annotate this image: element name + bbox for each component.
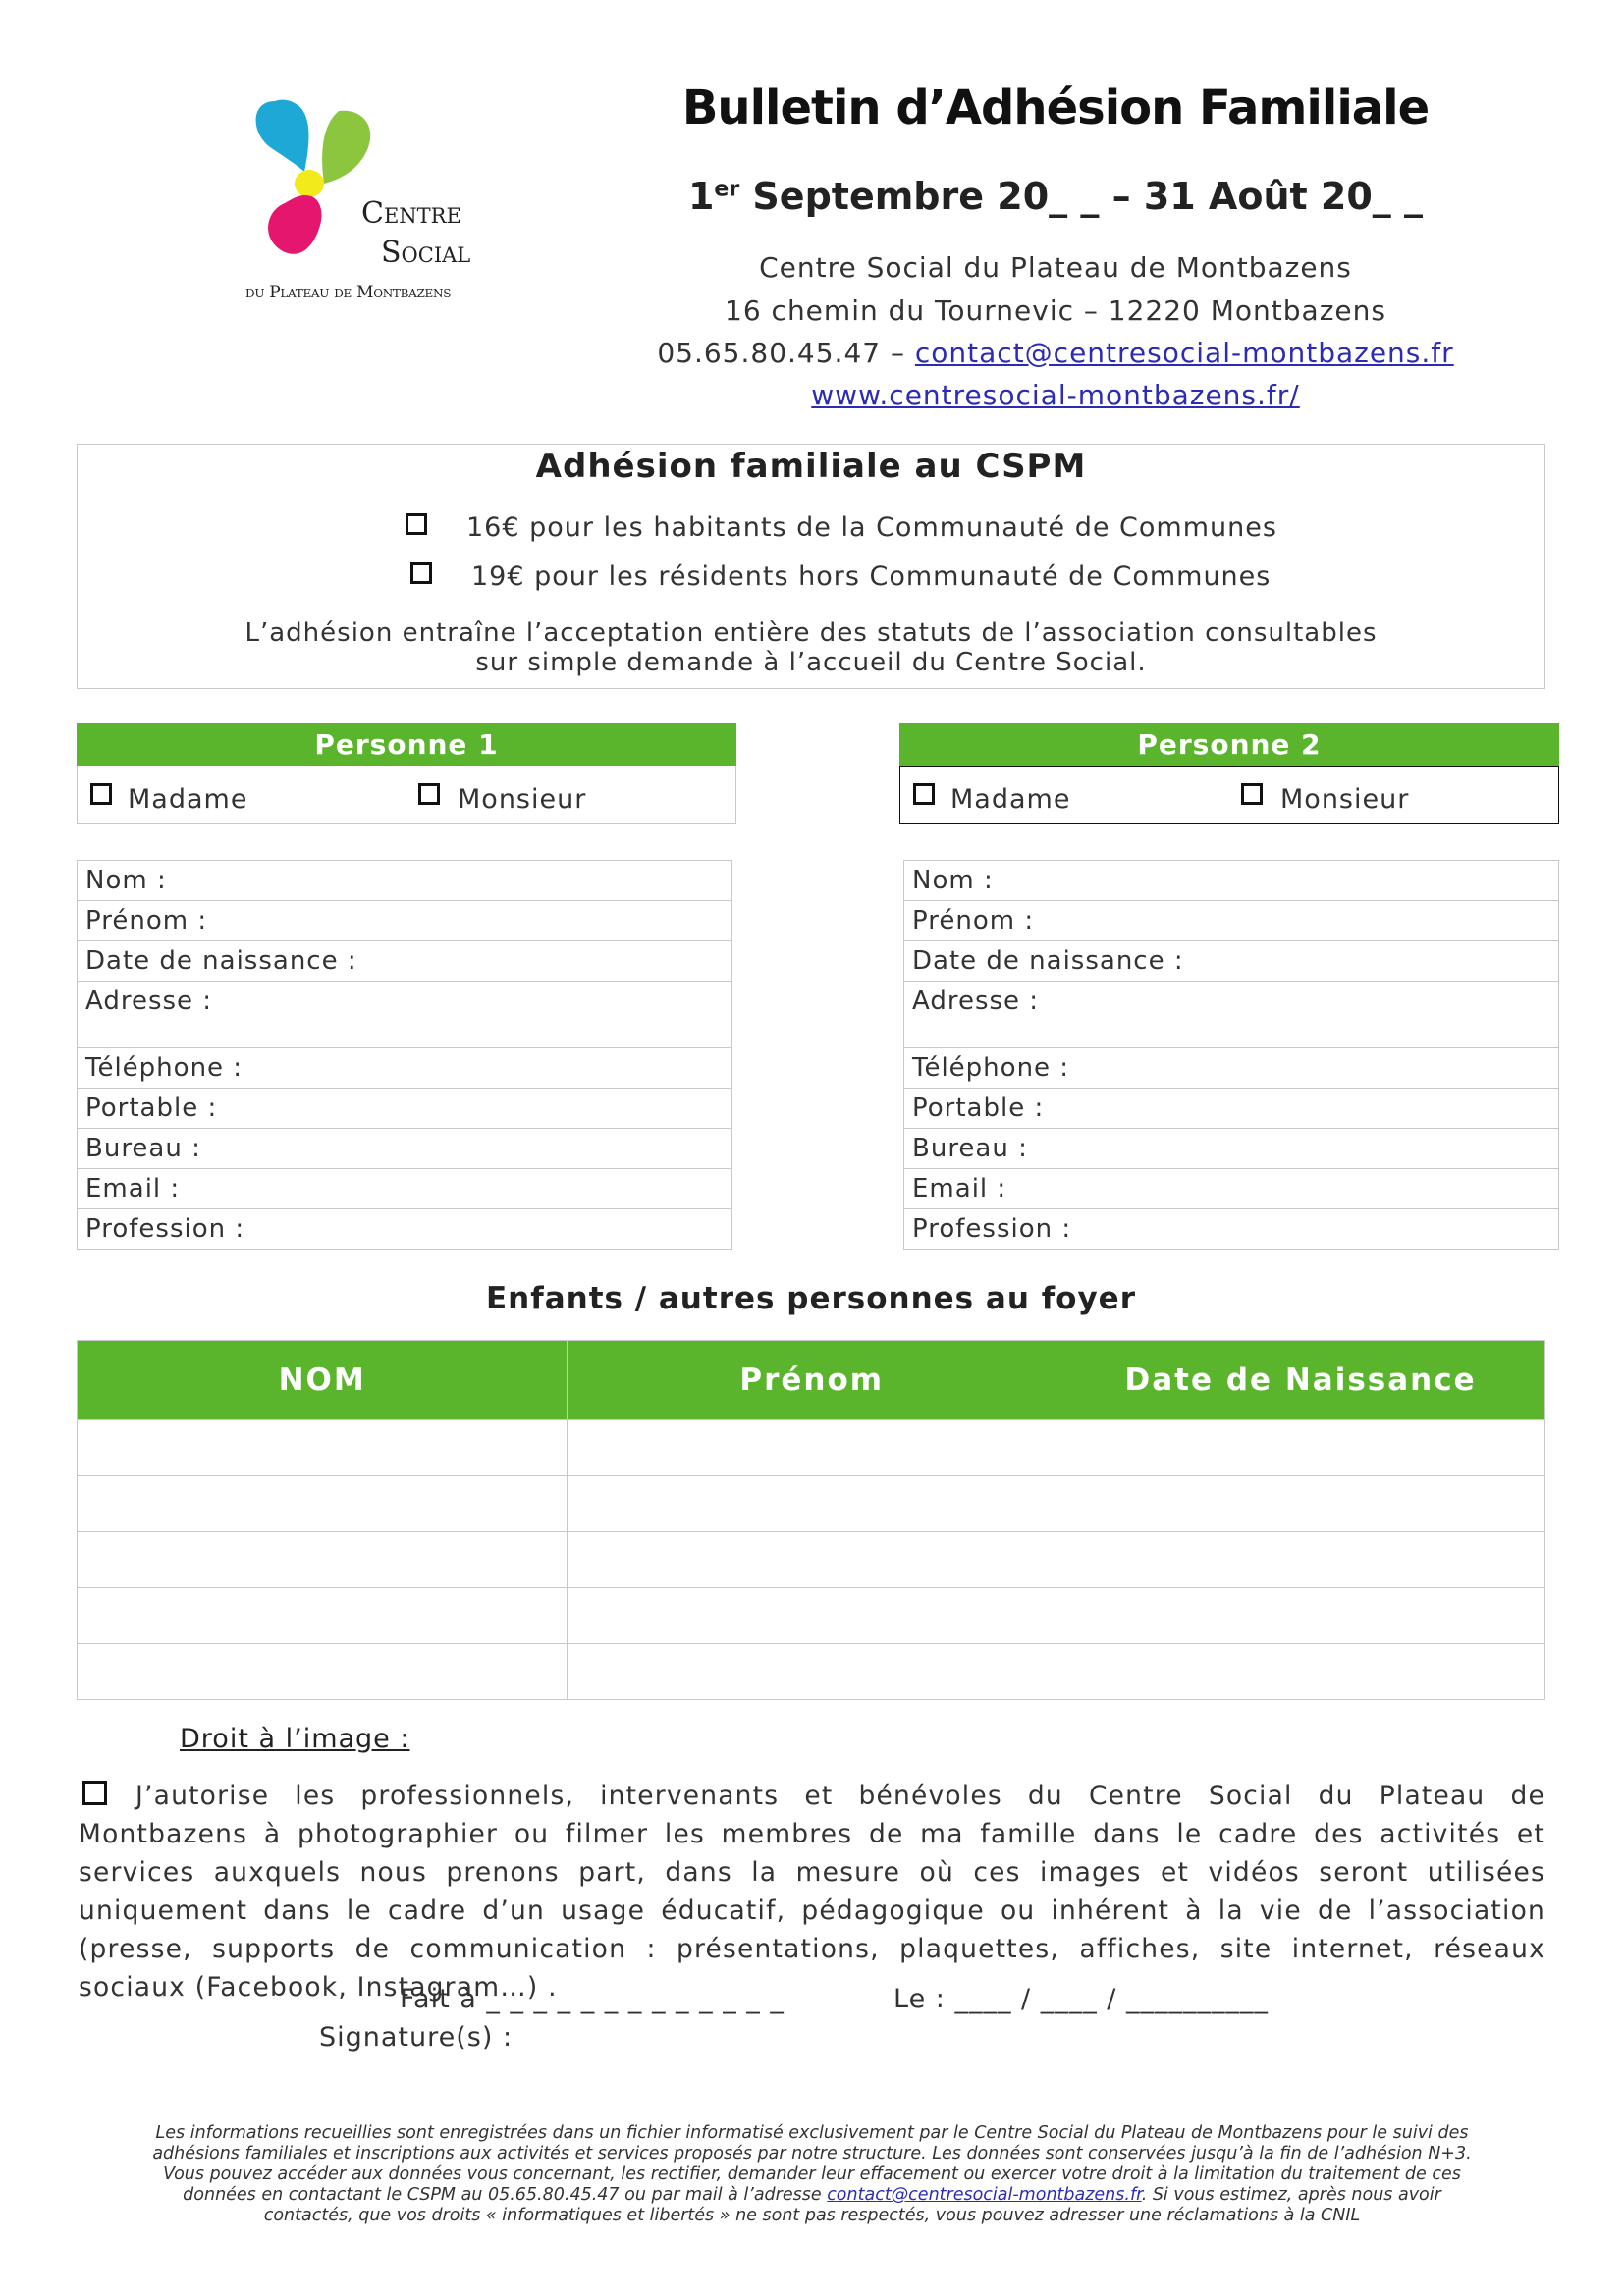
table-row <box>78 1644 1545 1700</box>
person2-monsieur-label: Monsieur <box>1280 784 1410 815</box>
person1-telephone-field[interactable]: Téléphone : <box>78 1048 732 1089</box>
person2-madame-checkbox[interactable] <box>913 783 935 805</box>
child-nom-cell[interactable] <box>78 1420 568 1476</box>
privacy-footer <box>88 2123 1536 2226</box>
child-naissance-cell[interactable] <box>1056 1420 1545 1476</box>
image-rights-title: Droit à l’image : <box>180 1724 410 1754</box>
footer-line5: contactés, que vos droits « informatiques et libertés » ne sont pas respectés, vous pouvez adresser une réclamations à la CNIL <box>263 2206 1361 2225</box>
child-prenom-cell[interactable] <box>568 1476 1056 1532</box>
person2-adresse-field[interactable]: Adresse : <box>904 982 1559 1048</box>
footer-line4 <box>88 2185 1536 2206</box>
option1-checkbox[interactable] <box>406 513 427 535</box>
option2-label: 19€ pour les résidents hors Communauté de Communes <box>471 561 1272 592</box>
option2-checkbox[interactable] <box>410 562 432 584</box>
option1-label: 16€ pour les habitants de la Communauté de Communes <box>466 512 1277 543</box>
footer-line3: Vous pouvez accéder aux données vous concernant, les rectifier, demander leur effacement ou exercer votre droit à la limitation du traitement de ces <box>163 2164 1461 2184</box>
period-sup: er <box>714 177 740 202</box>
child-nom-cell[interactable] <box>78 1532 568 1588</box>
org-contact <box>550 337 1561 369</box>
children-col-naissance: Date de Naissance <box>1056 1341 1545 1420</box>
person1-monsieur-label: Monsieur <box>458 784 587 815</box>
person1-profession-field[interactable]: Profession : <box>78 1209 732 1250</box>
footer-line1: Les informations recueillies sont enregistrées dans un fichier informatisé exclusivement par le Centre Social du Plateau de Montbazens pour le suivi des <box>155 2123 1469 2143</box>
children-col-nom: NOM <box>78 1341 568 1420</box>
child-prenom-cell[interactable] <box>568 1644 1056 1700</box>
footer-line4a: données en contactant le CSPM au 05.65.80.45.47 ou par mail à l’adresse <box>183 2185 828 2205</box>
table-row <box>78 1420 1545 1476</box>
person1-naissance-field[interactable]: Date de naissance : <box>78 941 732 982</box>
person1-email-field[interactable]: Email : <box>78 1169 732 1209</box>
period-prefix: 1 <box>687 175 715 218</box>
org-website-link[interactable]: www.centresocial-montbazens.fr/ <box>811 379 1300 411</box>
signature-field[interactable]: Signature(s) : <box>319 2022 514 2053</box>
image-rights-text <box>79 1777 1545 2006</box>
adhesion-note-line2: sur simple demande à l’accueil du Centre Social. <box>475 648 1147 677</box>
person2-naissance-field[interactable]: Date de naissance : <box>904 941 1559 982</box>
org-email-link[interactable]: contact@centresocial-montbazens.fr <box>914 337 1454 369</box>
person1-monsieur-checkbox[interactable] <box>418 783 440 805</box>
table-row <box>78 1476 1545 1532</box>
person1-nom-field[interactable]: Nom : <box>78 861 732 901</box>
page-title: Bulletin d’Adhésion Familiale <box>681 80 1430 135</box>
child-nom-cell[interactable] <box>78 1476 568 1532</box>
person1-bureau-field[interactable]: Bureau : <box>78 1129 732 1169</box>
org-address: 16 chemin du Tournevic – 12220 Montbazens <box>725 294 1386 327</box>
footer-line2: adhésions familiales et inscriptions aux activités et services proposés par notre structure. Les données sont conservées jusqu’à la fin de l’adhésion N+3. <box>152 2144 1472 2163</box>
person2-monsieur-checkbox[interactable] <box>1241 783 1263 805</box>
image-rights-paragraph: J’autorise les professionnels, intervenants et bénévoles du Centre Social du Plateau de Montbazens à photographier ou filmer les membres de ma famille dans le cadre des activités et services auxquels nous prenons part, dans la mesure où ces images et vidéos seront utilisées uniquement dans le cadre d’un usage éducatif, pédagogique ou inhérent à la vie de l’association (presse, supports de communication : présentations, plaquettes, affiches, site internet, réseaux sociaux (Facebook, Instagram…) . <box>79 1781 1545 2002</box>
person2-prenom-field[interactable]: Prénom : <box>904 901 1559 941</box>
table-row <box>78 1588 1545 1644</box>
logo-text-plateau: du Plateau de Montbazens <box>245 283 452 302</box>
logo-text-social: Social <box>381 236 471 270</box>
person1-info-table <box>77 860 732 1250</box>
child-naissance-cell[interactable] <box>1056 1532 1545 1588</box>
person2-nom-field[interactable]: Nom : <box>904 861 1559 901</box>
person2-madame-label: Madame <box>950 784 1071 815</box>
children-table <box>77 1340 1545 1700</box>
org-phone: 05.65.80.45.47 <box>657 337 882 369</box>
org-name: Centre Social du Plateau de Montbazens <box>759 251 1352 284</box>
person1-adresse-field[interactable]: Adresse : <box>78 982 732 1048</box>
person2-telephone-field[interactable]: Téléphone : <box>904 1048 1559 1089</box>
person2-email-field[interactable]: Email : <box>904 1169 1559 1209</box>
adhesion-note-line1: L’adhésion entraîne l’acceptation entière des statuts de l’association consultables <box>244 618 1378 648</box>
person1-prenom-field[interactable]: Prénom : <box>78 901 732 941</box>
child-naissance-cell[interactable] <box>1056 1476 1545 1532</box>
person2-profession-field[interactable]: Profession : <box>904 1209 1559 1250</box>
period-rest: Septembre 20_ _ – 31 Août 20_ _ <box>739 175 1424 218</box>
footer-line4b: . Si vous estimez, après nous avoir <box>1141 2185 1441 2205</box>
date-field[interactable]: Le : ____ / ____ / __________ <box>893 1984 1269 2014</box>
child-prenom-cell[interactable] <box>568 1532 1056 1588</box>
logo-text-centre: Centre <box>361 196 461 231</box>
membership-period <box>550 175 1561 218</box>
contact-separator: – <box>881 337 915 369</box>
table-row <box>78 1532 1545 1588</box>
child-naissance-cell[interactable] <box>1056 1588 1545 1644</box>
person1-portable-field[interactable]: Portable : <box>78 1089 732 1129</box>
fait-a-field[interactable]: Fait à _ _ _ _ _ _ _ _ _ _ _ _ _ <box>400 1984 785 2014</box>
adhesion-title: Adhésion familiale au CSPM <box>535 447 1087 486</box>
child-nom-cell[interactable] <box>78 1644 568 1700</box>
child-nom-cell[interactable] <box>78 1588 568 1644</box>
child-prenom-cell[interactable] <box>568 1420 1056 1476</box>
org-website <box>550 379 1561 411</box>
person2-heading: Personne 2 <box>899 723 1559 766</box>
footer-email-link[interactable]: contact@centresocial-montbazens.fr <box>827 2185 1142 2205</box>
children-title: Enfants / autres personnes au foyer <box>485 1281 1136 1316</box>
children-col-prenom: Prénom <box>568 1341 1056 1420</box>
person2-portable-field[interactable]: Portable : <box>904 1089 1559 1129</box>
person1-madame-checkbox[interactable] <box>90 783 112 805</box>
person2-bureau-field[interactable]: Bureau : <box>904 1129 1559 1169</box>
child-naissance-cell[interactable] <box>1056 1644 1545 1700</box>
child-prenom-cell[interactable] <box>568 1588 1056 1644</box>
person2-info-table <box>903 860 1559 1250</box>
person1-madame-label: Madame <box>128 784 248 815</box>
person1-heading: Personne 1 <box>77 723 736 766</box>
